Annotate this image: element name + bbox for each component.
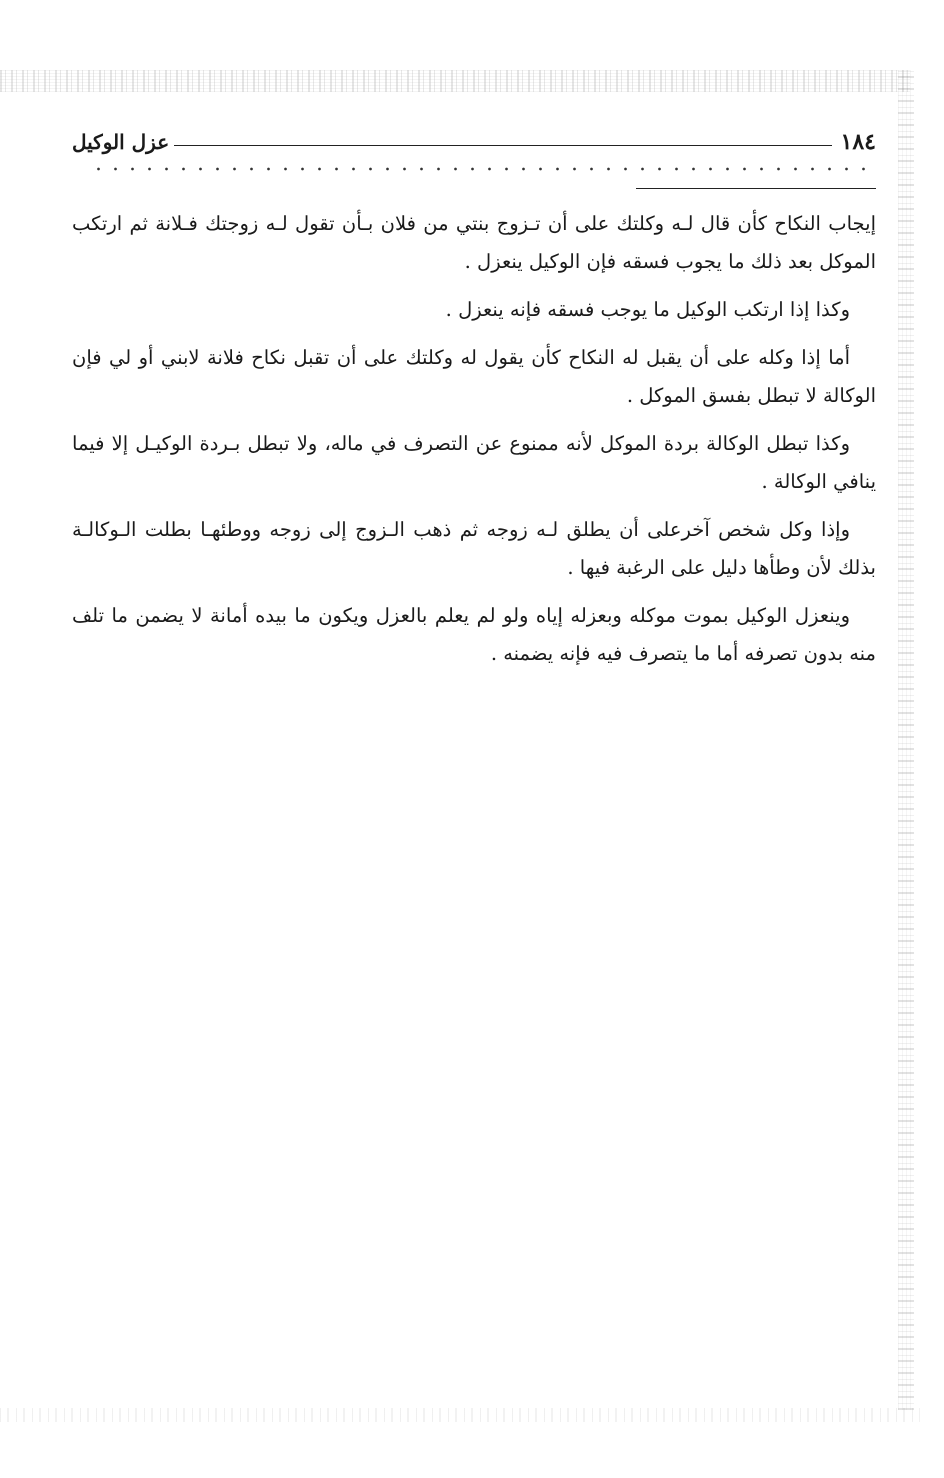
paragraph: وكذا إذا ارتكب الوكيل ما يوجب فسقه فإنه ينعزل .	[445, 298, 850, 321]
paragraph: وينعزل الوكيل بموت موكله وبعزله إياه ولو لم يعلم بالعزل ويكون ما بيده أمانة لا يضمن ما تلف منه بدون تصرفه أما ما يتصرف فيه فإنه يضمنه .	[72, 604, 876, 665]
scan-noise-top	[0, 70, 910, 92]
paragraph: أما إذا وكله على أن يقبل له النكاح كأن يقول له وكلتك على أن تقبل نكاح فلانة لابني أو لي فإن الوكالة لا تبطل بفسق الموكل .	[72, 346, 876, 407]
chapter-title: عزل الوكيل	[72, 130, 170, 154]
body-text	[72, 205, 876, 683]
header-rule	[174, 145, 832, 146]
scan-noise-right-edge	[898, 70, 914, 1410]
section-rule	[636, 188, 876, 189]
running-header	[72, 124, 876, 160]
paragraph: وإذا وكل شخص آخرعلى أن يطلق لـه زوجه ثم ذهب الـزوج إلى زوجه ووطئهـا بطلت الـوكالـة بذلك لأن وطأها دليل على الرغبة فيها .	[72, 518, 876, 579]
scan-noise-bottom	[0, 1408, 920, 1422]
page-number: ١٨٤	[840, 129, 876, 155]
paragraph: وكذا تبطل الوكالة بردة الموكل لأنه ممنوع عن التصرف في ماله، ولا تبطل بـردة الوكيـل إلا فيما ينافي الوكالة .	[72, 432, 876, 493]
dotted-separator	[90, 163, 872, 175]
paragraph: إيجاب النكاح كأن قال لـه وكلتك على أن تـزوج بنتي من فلان بـأن تقول لـه زوجتك فـلانة ثم ارتكب الموكل بعد ذلك ما يجوب فسقه فإن الوكيل ينعزل .	[72, 212, 876, 273]
